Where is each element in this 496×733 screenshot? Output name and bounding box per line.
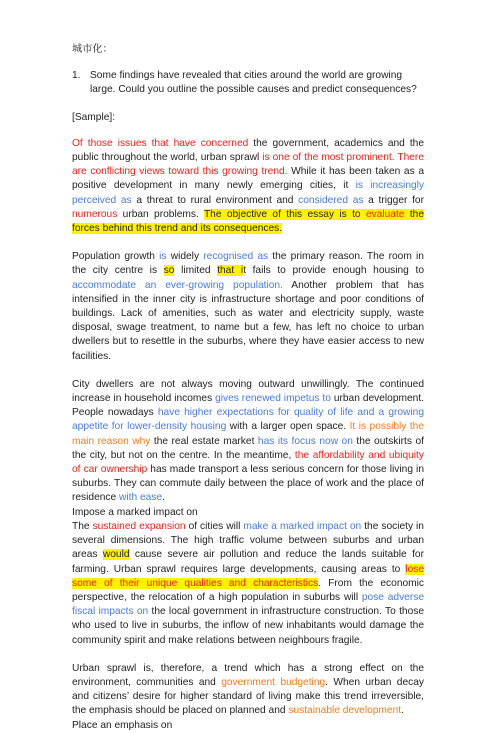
text-segment: the forces behind this trend and its consequences.	[72, 208, 424, 235]
paragraph-conclusion	[72, 662, 424, 719]
text-segment: has made transport a less serious concern for those living in suburbs. They can commute daily between the place of work and the place of residence	[72, 464, 424, 504]
text-segment: the government, academics and the public throughout the world, urban sprawl	[72, 137, 424, 164]
text-segment: sustained expansion	[92, 520, 186, 532]
text-segment: the primary reason. The room in the city centre is	[72, 251, 424, 277]
question-text: Some findings have revealed that cities around the world are growing large. Could you outline the possible causes and predict consequences?	[90, 70, 417, 96]
text-segment: The	[72, 520, 93, 532]
text-segment: evaluate	[365, 208, 405, 220]
paragraph-population	[72, 250, 424, 364]
text-segment: City dwellers are not always moving outward unwillingly. The continued increase in household incomes	[72, 378, 424, 405]
text-segment: is	[159, 251, 167, 263]
text-segment: the outskirts of the city, but not on the centre. In the meantime,	[72, 435, 424, 461]
text-segment: urban problems.	[117, 208, 204, 220]
question-number: 1.	[72, 70, 81, 81]
text-segment: Urban sprawl is, therefore, a trend which has a strong effect on the environment, communities and	[72, 662, 424, 688]
text-segment: Of those issues that have concerned	[72, 137, 249, 149]
text-segment: cause severe air pollution and reduce the lands suitable for farming. Urban sprawl requires large developments, causing areas to	[72, 549, 424, 575]
text-segment: that i	[217, 265, 244, 277]
text-segment: the society in several dimensions. The high traffic volume between suburbs and urban areas	[72, 520, 424, 561]
margin-note-emphasis: Place an emphasis on	[72, 719, 173, 731]
text-segment: pose adverse fiscal impacts on	[72, 591, 424, 618]
text-segment: urban development. People nowadays	[72, 393, 424, 419]
text-segment: widely	[166, 251, 204, 263]
text-segment: the real estate market	[150, 435, 258, 447]
text-segment: sustainable development	[288, 705, 402, 717]
text-segment: . From the economic perspective, the relocation of a high population in suburbs will	[72, 577, 424, 603]
text-segment: with ease	[119, 492, 163, 504]
text-segment: numerous	[72, 208, 118, 220]
text-segment: of cities will	[185, 520, 244, 532]
text-segment: recognised as	[203, 251, 269, 263]
text-segment: It is possibly the main reason why	[72, 421, 424, 447]
margin-note-impact: Impose a marked impact on	[72, 506, 198, 518]
text-segment: While it has been taken as a positive development in many newly emerging cities, it	[72, 166, 425, 192]
text-segment: a threat to rural environment and	[131, 194, 299, 206]
paragraph-consequences	[72, 520, 424, 648]
text-segment: considered as	[298, 194, 364, 206]
text-segment: with a larger open space.	[226, 421, 350, 433]
text-segment: gives renewed impetus to	[215, 393, 331, 405]
text-segment: a trigger for	[363, 194, 424, 206]
text-segment: Population growth	[72, 251, 160, 263]
text-segment: the local government in infrastructure construction. To those who used to live in suburbs, the inflow of new inhabitants would damage the community spirit and make relations between neighbours fragile.	[72, 606, 424, 646]
text-segment: would	[102, 549, 130, 561]
text-segment: .	[401, 705, 404, 717]
text-segment: .	[162, 492, 165, 504]
text-segment: accommodate an ever-growing population.	[72, 279, 283, 291]
document-heading: 城市化：	[72, 44, 113, 55]
paragraph-intro	[72, 137, 424, 236]
text-segment: The objective of this essay is to	[203, 208, 366, 220]
text-segment: government budgeting	[221, 676, 326, 688]
text-segment: Another problem that has intensified in the inner city is infrastructure shortage and poor conditions of buildings. Lack of amenities, such as water and electricity supply, waste disposal, swage treatment, to name but a few, has left no choice to urban dwellers but to resettle in the suburbs, where they have easier access to new facilities.	[72, 279, 425, 362]
text-segment: has its focus now on	[257, 435, 353, 447]
question	[72, 69, 424, 98]
text-segment: the affordability and ubiquity of car ownership	[72, 449, 424, 476]
text-segment: is one of the most prominent. There are conflicting views toward this growing trend.	[72, 152, 424, 178]
text-segment: t fails to provide enough housing to	[243, 265, 424, 277]
text-segment: is increasingly perceived as	[72, 180, 425, 206]
text-segment: so	[163, 265, 175, 277]
text-segment: . When urban decay and citizens’ desire for higher standard of living make this trend irreversible, the emphasis should be placed on planned and	[72, 676, 424, 717]
text-segment: limited	[174, 265, 218, 277]
text-segment: make a marked impact on	[243, 520, 362, 532]
paragraph-income	[72, 378, 424, 506]
sample-label: [Sample]:	[72, 111, 116, 123]
text-segment: have higher expectations for quality of life and a growing appetite for lower-density housing	[72, 407, 424, 433]
text-segment: lose some of their unique qualities and characteristics	[72, 563, 424, 589]
